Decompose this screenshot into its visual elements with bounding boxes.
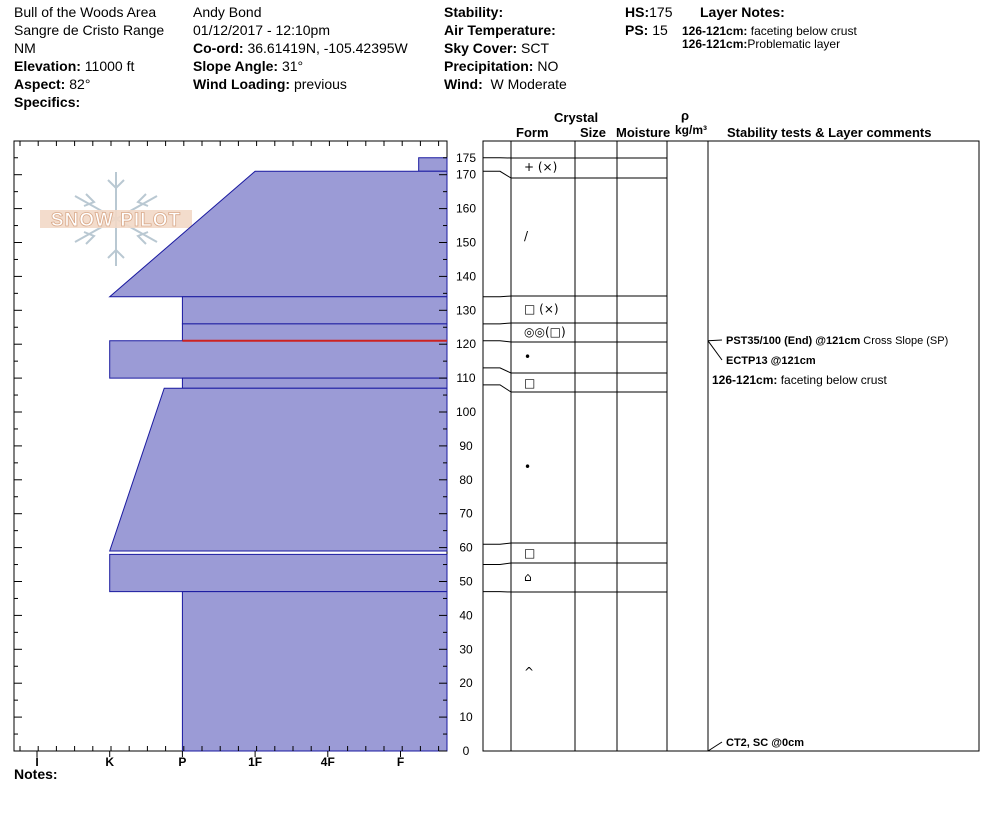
hardness-layer: [110, 388, 447, 551]
hardness-layer: [182, 378, 447, 388]
layer-connector: [483, 323, 511, 324]
crystal-form-faceted: □: [524, 546, 536, 560]
hardness-layer: [182, 297, 447, 324]
air-temp-label: Air Temperature:: [444, 22, 556, 38]
stability-pointer: [708, 341, 722, 360]
depth-label: 90: [459, 438, 473, 453]
wind-loading: Wind Loading: previous: [193, 76, 347, 92]
stability-pointer: [708, 340, 722, 341]
depth-label: 170: [455, 167, 477, 182]
depth-label: 80: [459, 472, 473, 487]
depth-label: 10: [459, 710, 473, 725]
depth-label: 30: [459, 642, 473, 657]
coordinates: Co-ord: 36.61419N, -105.42395W: [193, 40, 408, 56]
layer-connector: [483, 385, 511, 392]
stability-test: CT2, SC @0cm: [726, 737, 804, 749]
hs: HS:175: [625, 4, 673, 20]
ps: PS: 15: [625, 22, 668, 38]
specifics-label: Specifics:: [14, 94, 81, 110]
depth-label: 50: [459, 574, 473, 589]
size-header: Size: [580, 125, 607, 140]
aspect: Aspect: 82°: [14, 76, 91, 92]
depth-label: 175: [455, 150, 477, 165]
layer-connector: [483, 543, 511, 544]
crystal-form-faceted: □: [524, 376, 536, 390]
depth-label: 150: [455, 235, 477, 250]
precipitation: Precipitation: NO: [444, 58, 559, 74]
crystal-form-rounded: •: [524, 350, 532, 364]
crystal-header: Crystal: [554, 110, 599, 125]
hardness-axis-label: P: [178, 755, 187, 769]
form-header: Form: [516, 125, 549, 140]
slope-angle: Slope Angle: 31°: [193, 58, 304, 74]
depth-label: 140: [455, 269, 477, 284]
hardness-layer: [419, 158, 447, 172]
depth-label: 20: [459, 676, 473, 691]
hardness-axis-label: K: [105, 755, 115, 769]
density-unit-header: kg/m³: [675, 123, 708, 137]
hardness-axis-label: I: [35, 755, 39, 769]
stability-test: PST35/100 (End) @121cm Cross Slope (SP): [726, 335, 949, 347]
layer-note: 126-121cm:Problematic layer: [682, 37, 841, 51]
stability-test: ECTP13 @121cm: [726, 355, 816, 367]
stability-pointer: [708, 742, 722, 751]
layer-connector: [483, 341, 511, 342]
hardness-layer: [182, 592, 447, 751]
depth-label: 60: [459, 540, 473, 555]
layer-connector: [483, 296, 511, 297]
hardness-layer: [182, 324, 447, 341]
stability-label: Stability:: [444, 4, 504, 20]
depth-label: 100: [455, 405, 477, 419]
layer-comment: 126-121cm: faceting below crust: [712, 373, 887, 387]
crystal-form-decomposed: /: [524, 229, 529, 243]
stability-header: Stability tests & Layer comments: [727, 125, 932, 140]
moisture-header: Moisture: [616, 125, 671, 140]
layer-connector: [483, 368, 511, 373]
hardness-layer: [110, 171, 447, 296]
wind: Wind: W Moderate: [444, 76, 567, 92]
depth-label: 0: [462, 744, 470, 758]
layer-connector: [483, 563, 511, 565]
hardness-axis-label: F: [396, 755, 405, 769]
depth-label: 70: [459, 506, 473, 521]
depth-label: 160: [455, 201, 477, 216]
depth-label: 40: [459, 608, 473, 623]
crystal-form-faceted: □ (⨯): [524, 302, 559, 316]
location: Bull of the Woods Area: [14, 4, 157, 20]
crystal-form-precip-particle: + (⨯): [524, 160, 558, 174]
datetime: 01/12/2017 - 12:10pm: [193, 22, 330, 38]
range: Sangre de Cristo Range: [14, 22, 165, 38]
hardness-axis-label: 4F: [320, 755, 335, 769]
crystal-form-rounded: •: [524, 460, 532, 474]
layer-connector: [483, 171, 511, 178]
depth-label: 130: [455, 303, 477, 318]
state: NM: [14, 40, 36, 56]
crystal-form-mixed: ⌂: [524, 570, 532, 584]
logo-text: SNOW PILOT: [50, 210, 182, 231]
depth-label: 110: [456, 371, 476, 386]
layer-notes-title: Layer Notes:: [700, 4, 785, 20]
rho-header: ρ: [681, 108, 690, 123]
elevation: Elevation: 11000 ft: [14, 58, 135, 74]
notes-label: Notes:: [14, 766, 58, 782]
crystal-form-melt-form: ◎◎(□): [524, 325, 566, 339]
hardness-axis-label: 1F: [248, 755, 263, 769]
observer: Andy Bond: [193, 4, 262, 20]
crystal-form-depth-hoar: ^: [524, 665, 535, 679]
table-frame: [483, 141, 979, 751]
hardness-layer: [110, 341, 447, 378]
hardness-layer: [110, 554, 447, 591]
depth-label: 120: [455, 337, 477, 352]
layer-note: 126-121cm: faceting below crust: [682, 24, 857, 38]
sky-cover: Sky Cover: SCT: [444, 40, 550, 56]
